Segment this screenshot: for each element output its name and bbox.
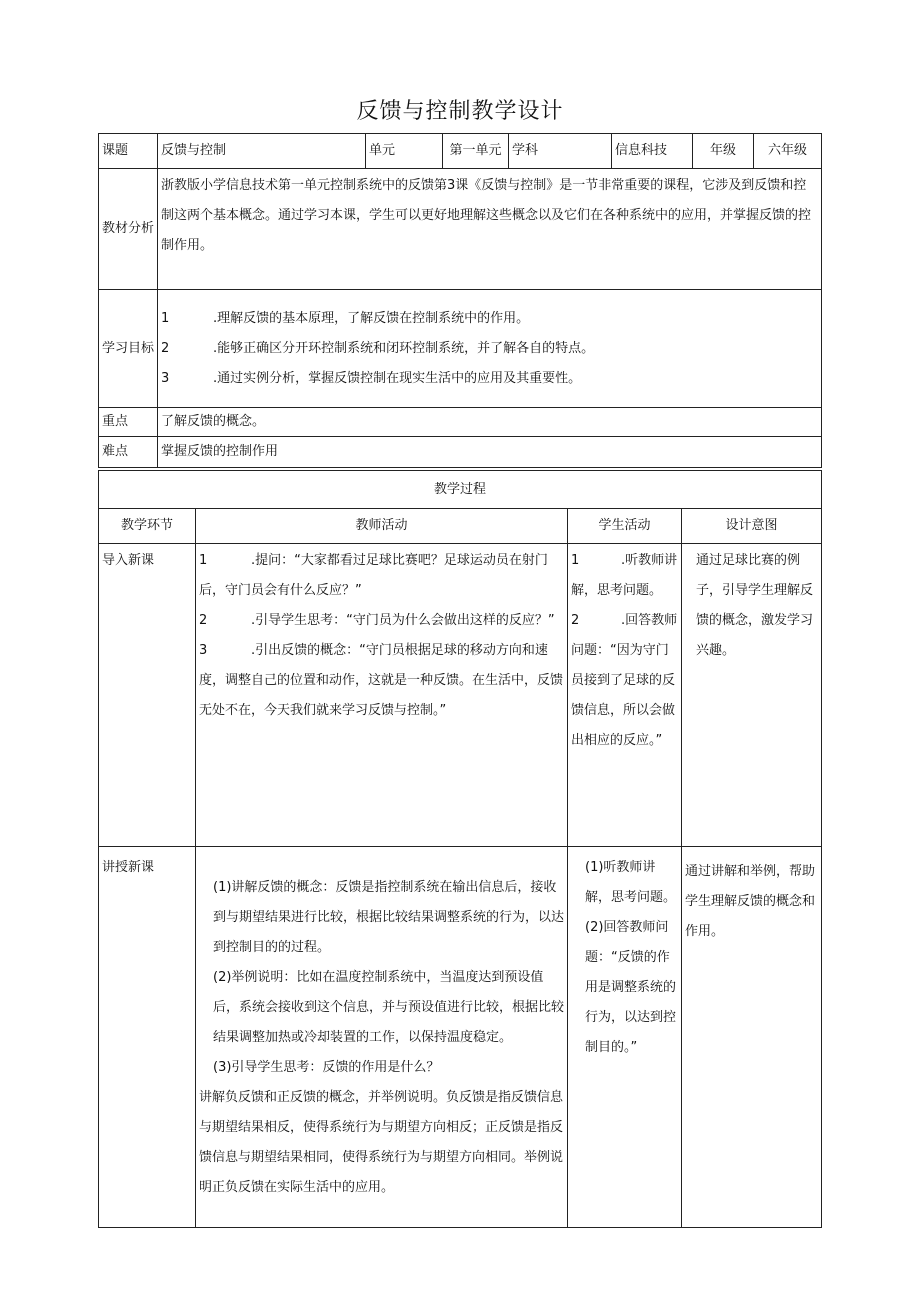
goals-label: 学习目标 bbox=[99, 290, 158, 408]
list-item: (1)讲解反馈的概念：反馈是指控制系统在输出信息后，接收到与期望结果进行比较，根据比较结果调整系统的行为，以达到控制目的的过程。 bbox=[213, 880, 565, 955]
grade-label: 年级 bbox=[693, 134, 754, 169]
lecture-student-activity bbox=[568, 847, 682, 1228]
stage-lecture: 讲授新课 bbox=[99, 847, 196, 1228]
difficulty-text: 掌握反馈的控制作用 bbox=[158, 437, 822, 468]
key-text: 了解反馈的概念。 bbox=[158, 408, 822, 437]
lecture-teacher-activity bbox=[196, 847, 568, 1228]
difficulty-label: 难点 bbox=[99, 437, 158, 468]
header-intent: 设计意图 bbox=[682, 509, 822, 544]
goal-item: 2 .能够正确区分开环控制系统和闭环控制系统，并了解各自的特点。 bbox=[161, 340, 595, 356]
key-label: 重点 bbox=[99, 408, 158, 437]
unit-label: 单元 bbox=[366, 134, 443, 169]
list-item: 2 .回答教师问题：“因为守门员接到了足球的反馈信息，所以会做出相应的反应。” bbox=[571, 613, 678, 748]
header-teacher: 教师活动 bbox=[196, 509, 568, 544]
list-item: (2)举例说明：比如在温度控制系统中，当温度达到预设值后，系统会接收到这个信息，并与预设值进行比较，根据比较结果调整加热或冷却装置的工作，以保持温度稳定。 bbox=[213, 970, 565, 1045]
lesson-value: 反馈与控制 bbox=[158, 134, 366, 169]
analysis-text: 浙教版小学信息技术第一单元控制系统中的反馈第3课《反馈与控制》是一节非常重要的课程，它涉及到反馈和控制这两个基本概念。通过学习本课，学生可以更好地理解这些概念以及它们在各种系统中的应用，并掌握反馈的控制作用。 bbox=[158, 169, 822, 290]
list-item: 讲解负反馈和正反馈的概念，并举例说明。负反馈是指反馈信息与期望结果相反，使得系统行为与期望方向相反；正反馈是指反馈信息与期望结果相同，使得系统行为与期望方向相同。举例说明正负反馈在实际生活中的应用。 bbox=[199, 1090, 564, 1195]
list-item: 3 .引出反馈的概念：“守门员根据足球的移动方向和速度，调整自己的位置和动作，这就是一种反馈。在生活中，反馈无处不在，今天我们就来学习反馈与控制。” bbox=[199, 643, 564, 718]
subject-label: 学科 bbox=[509, 134, 612, 169]
analysis-label: 教材分析 bbox=[99, 169, 158, 290]
lesson-info-table bbox=[98, 133, 822, 468]
list-item: 2 .引导学生思考：“守门员为什么会做出这样的反应？” bbox=[199, 613, 555, 628]
teaching-process-table bbox=[98, 470, 822, 1228]
list-item: 1 .听教师讲解，思考问题。 bbox=[571, 553, 678, 598]
header-student: 学生活动 bbox=[568, 509, 682, 544]
lesson-label: 课题 bbox=[99, 134, 158, 169]
list-item: 1 .提问：“大家都看过足球比赛吧？足球运动员在射门后，守门员会有什么反应？” bbox=[199, 553, 548, 598]
goals-list bbox=[158, 290, 822, 408]
stage-intro: 导入新课 bbox=[99, 544, 196, 847]
process-title: 教学过程 bbox=[99, 471, 822, 509]
header-stage: 教学环节 bbox=[99, 509, 196, 544]
list-item: (2)回答教师问题：“反馈的作用是调整系统的行为，以达到控制目的。” bbox=[585, 920, 677, 1055]
unit-value: 第一单元 bbox=[443, 134, 509, 169]
intro-teacher-activity bbox=[196, 544, 568, 847]
subject-value: 信息科技 bbox=[612, 134, 693, 169]
grade-value: 六年级 bbox=[754, 134, 822, 169]
intro-intent: 通过足球比赛的例子，引导学生理解反馈的概念，激发学习兴趣。 bbox=[682, 544, 822, 847]
list-item: (3)引导学生思考：反馈的作用是什么？ bbox=[213, 1060, 440, 1075]
lecture-intent: 通过讲解和举例，帮助学生理解反馈的概念和作用。 bbox=[682, 847, 822, 1228]
goal-item: 3 .通过实例分析，掌握反馈控制在现实生活中的应用及其重要性。 bbox=[161, 370, 582, 386]
page-title: 反馈与控制教学设计 bbox=[356, 99, 564, 124]
goal-item: 1 .理解反馈的基本原理，了解反馈在控制系统中的作用。 bbox=[161, 310, 530, 326]
list-item: (1)听教师讲解，思考问题。 bbox=[585, 860, 677, 905]
intro-student-activity bbox=[568, 544, 682, 847]
